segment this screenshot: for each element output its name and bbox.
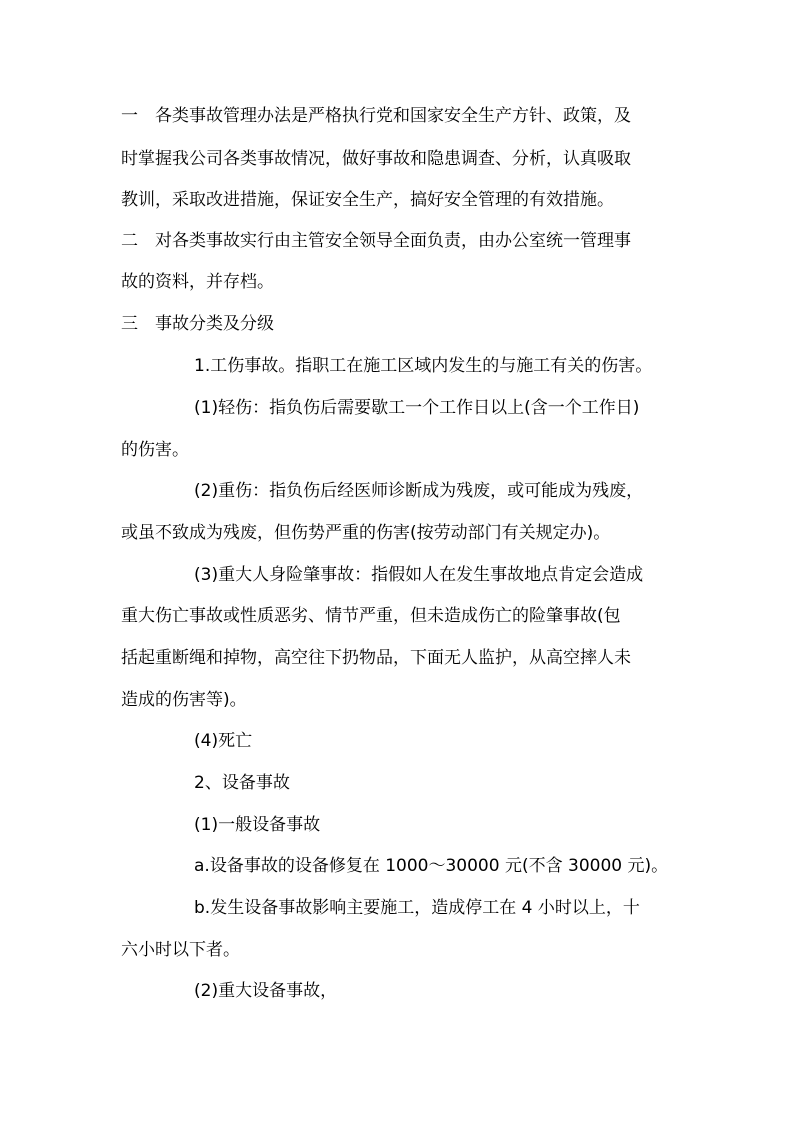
text-line: 故的资料，并存档。 xyxy=(121,272,274,292)
text-line: (1)轻伤：指负伤后需要歇工一个工作日以上(含一个工作日) xyxy=(194,398,640,418)
text-line: 或虽不致成为残废，但伤势严重的伤害(按劳动部门有关规定办)。 xyxy=(121,523,611,543)
text-line: (3)重大人身险肇事故：指假如人在发生事故地点肯定会造成 xyxy=(194,565,644,585)
text-line: 重大伤亡事故或性质恶劣、情节严重，但未造成伤亡的险肇事故(包 xyxy=(121,606,621,626)
text-line: 六小时以下者。 xyxy=(121,940,240,960)
text-line: (4)死亡 xyxy=(194,731,253,751)
text-line: 二 对各类事故实行由主管安全领导全面负责，由办公室统一管理事 xyxy=(121,231,631,251)
text-line: 教训，采取改进措施，保证安全生产，搞好安全管理的有效措施。 xyxy=(121,190,614,210)
text-line: 1.工伤事故。指职工在施工区域内发生的与施工有关的伤害。 xyxy=(194,356,653,376)
text-line: (2)重大设备事故， xyxy=(194,981,338,1001)
text-line: 的伤害。 xyxy=(121,440,189,460)
text-line: 一 各类事故管理办法是严格执行党和国家安全生产方针、政策，及 xyxy=(121,106,631,126)
text-line: (2)重伤：指负伤后经医师诊断成为残废，或可能成为残废， xyxy=(194,481,644,501)
text-line: b.发生设备事故影响主要施工，造成停工在 4 小时以上，十 xyxy=(194,898,640,918)
text-line: 2、设备事故 xyxy=(194,773,290,793)
text-line: a.设备事故的设备修复在 1000～30000 元(不含 30000 元)。 xyxy=(194,856,669,876)
text-line: (1)一般设备事故 xyxy=(194,815,321,835)
text-line: 造成的伤害等)。 xyxy=(121,690,247,710)
text-line: 括起重断绳和掉物，高空往下扔物品，下面无人监护，从高空摔人未 xyxy=(121,648,631,668)
text-line: 时掌握我公司各类事故情况，做好事故和隐患调查、分析，认真吸取 xyxy=(121,149,631,169)
section-heading: 三 事故分类及分级 xyxy=(121,314,274,334)
